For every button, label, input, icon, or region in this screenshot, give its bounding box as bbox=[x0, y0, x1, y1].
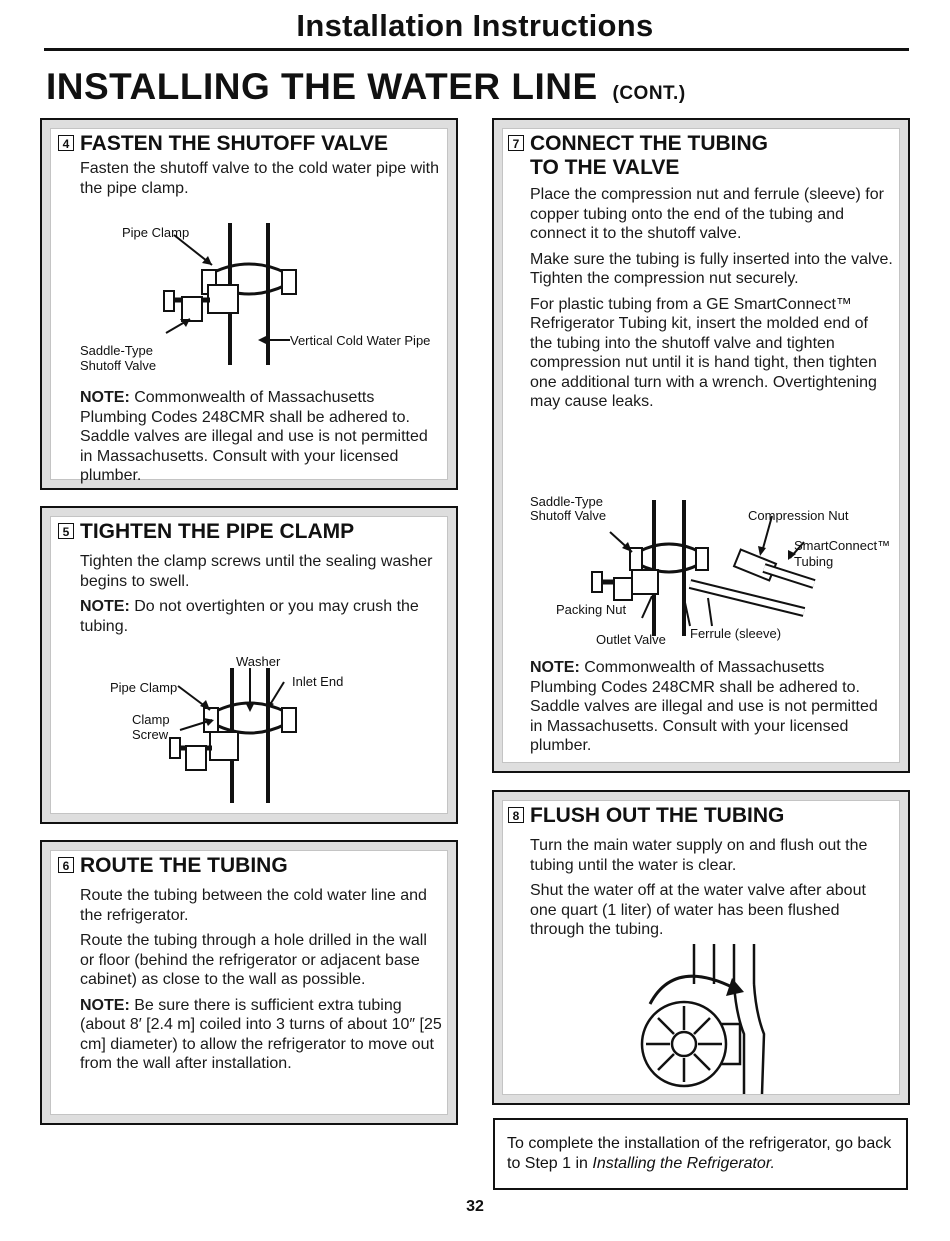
step-7-label-saddle-2: Shutoff Valve bbox=[530, 508, 607, 523]
header-title: Installation Instructions bbox=[296, 8, 654, 43]
step-4-text: Fasten the shutoff valve to the cold water pipe with the pipe clamp. bbox=[80, 160, 440, 197]
step-7-label-ferrule: Ferrule (sleeve) bbox=[690, 626, 782, 641]
step-4-number: 4 bbox=[58, 135, 74, 151]
step-8-figure bbox=[614, 944, 814, 1104]
step-6-note: NOTE: Be sure there is sufficient extra tubing (about 8′ [2.4 m] coiled into 3 turns of about 10″ [25 cm] diameter) to allow the refrigerator to move out from the wall after installation. bbox=[80, 996, 442, 1072]
step-6-paragraph-2: Route the tubing through a hole drilled in the wall or floor (behind the refrigerator or adjacent base cabinet) as close to the wall as possible. bbox=[80, 932, 427, 988]
step-4-label-saddle-1: Saddle-Type bbox=[80, 343, 153, 358]
step-7-paragraph-3: For plastic tubing from a GE SmartConnect™ Refrigerator Tubing kit, insert the molded end of the tubing into the shutoff valve and tighten compression nut until it is hand tight, then tighten one additional turn with a wrench. Overtightening may cause leaks. bbox=[530, 295, 877, 410]
step-6-heading bbox=[62, 854, 442, 878]
step-7-heading bbox=[512, 132, 894, 180]
step-5-text: Tighten the clamp screws until the sealing washer begins to swell. bbox=[80, 553, 433, 590]
final-instruction-box bbox=[493, 1118, 908, 1190]
water-valve-illustration bbox=[614, 944, 814, 1104]
final-instruction-text: To complete the installation of the refrigerator, go back to Step 1 in Installing the Refrigerator. bbox=[507, 1135, 892, 1172]
step-7-paragraph-2: Make sure the tubing is fully inserted into the valve. Tighten the compression nut securely. bbox=[530, 250, 893, 287]
step-5-number: 5 bbox=[58, 523, 74, 539]
step-5-heading bbox=[62, 520, 442, 544]
step-6-paragraph-1: Route the tubing between the cold water line and the refrigerator. bbox=[80, 887, 427, 924]
step-8-title: FLUSH OUT THE TUBING bbox=[530, 804, 785, 827]
step-4-label-vertical-pipe: Vertical Cold Water Pipe bbox=[290, 333, 431, 348]
step-8-heading bbox=[512, 804, 894, 828]
step-8-paragraph-2: Shut the water off at the water valve after about one quart (1 liter) of water has been flushed through the tubing. bbox=[530, 882, 866, 938]
step-8-panel bbox=[492, 790, 910, 1105]
step-4-label-saddle-2: Shutoff Valve bbox=[80, 358, 157, 373]
step-7-figure bbox=[514, 486, 904, 648]
step-5-label-screw: Screw bbox=[132, 727, 169, 742]
step-7-label-compression-nut: Compression Nut bbox=[748, 508, 849, 523]
step-7-label-outlet-valve: Outlet Valve bbox=[596, 632, 666, 647]
step-6-title: ROUTE THE TUBING bbox=[80, 854, 288, 877]
step-4-panel bbox=[40, 118, 458, 490]
step-7-label-smartconnect: SmartConnect™ bbox=[794, 538, 891, 553]
page-number: 32 bbox=[466, 1198, 484, 1215]
step-7-panel bbox=[492, 118, 910, 773]
step-5-label-washer: Washer bbox=[236, 654, 281, 669]
step-7-title-2: TO THE VALVE bbox=[530, 156, 680, 179]
step-7-label-saddle-1: Saddle-Type bbox=[530, 494, 603, 509]
step-4-heading bbox=[62, 132, 442, 156]
step-5-label-inlet-end: Inlet End bbox=[292, 674, 344, 689]
step-8-paragraph-1: Turn the main water supply on and flush out the tubing until the water is clear. bbox=[530, 837, 868, 874]
step-7-label-tubing: Tubing bbox=[794, 554, 834, 569]
step-5-panel bbox=[40, 506, 458, 824]
step-5-title: TIGHTEN THE PIPE CLAMP bbox=[80, 520, 355, 543]
section-title-text: INSTALLING THE WATER LINE bbox=[46, 66, 598, 107]
step-5-label-clamp: Clamp bbox=[132, 712, 170, 727]
step-4-figure bbox=[62, 215, 452, 375]
step-5-figure bbox=[62, 648, 452, 808]
step-8-number: 8 bbox=[508, 807, 524, 823]
step-7-paragraph-1: Place the compression nut and ferrule (sleeve) for copper tubing onto the end of the tubing and connect it to the shutoff valve. bbox=[530, 186, 884, 242]
step-7-label-packing-nut: Packing Nut bbox=[556, 602, 627, 617]
step-6-panel bbox=[40, 840, 458, 1125]
step-5-note: NOTE: Do not overtighten or you may crush the tubing. bbox=[80, 598, 419, 635]
section-title-cont: (CONT.) bbox=[612, 83, 686, 104]
pipe-clamp-illustration bbox=[62, 648, 452, 808]
step-7-title-1: CONNECT THE TUBING bbox=[530, 132, 768, 155]
step-6-number: 6 bbox=[58, 857, 74, 873]
step-4-note: NOTE: Commonwealth of Massachusetts Plumbing Codes 248CMR shall be adhered to. Saddle valves are illegal and use is not permitted in Massachusetts. Consult with your licensed plumber. bbox=[80, 389, 428, 484]
section-title bbox=[46, 66, 686, 108]
step-4-label-pipe-clamp: Pipe Clamp bbox=[122, 225, 190, 240]
step-7-number: 7 bbox=[508, 135, 524, 151]
step-7-note: NOTE: Commonwealth of Massachusetts Plumbing Codes 248CMR shall be adhered to. Saddle valves are illegal and use is not permitted in Massachusetts. Consult with your licensed plumber. bbox=[530, 659, 878, 754]
final-instruction-link-text: Installing the Refrigerator. bbox=[592, 1154, 775, 1172]
step-4-title: FASTEN THE SHUTOFF VALVE bbox=[80, 132, 389, 155]
header-rule bbox=[44, 48, 909, 51]
step-5-label-pipe-clamp: Pipe Clamp bbox=[110, 680, 178, 695]
